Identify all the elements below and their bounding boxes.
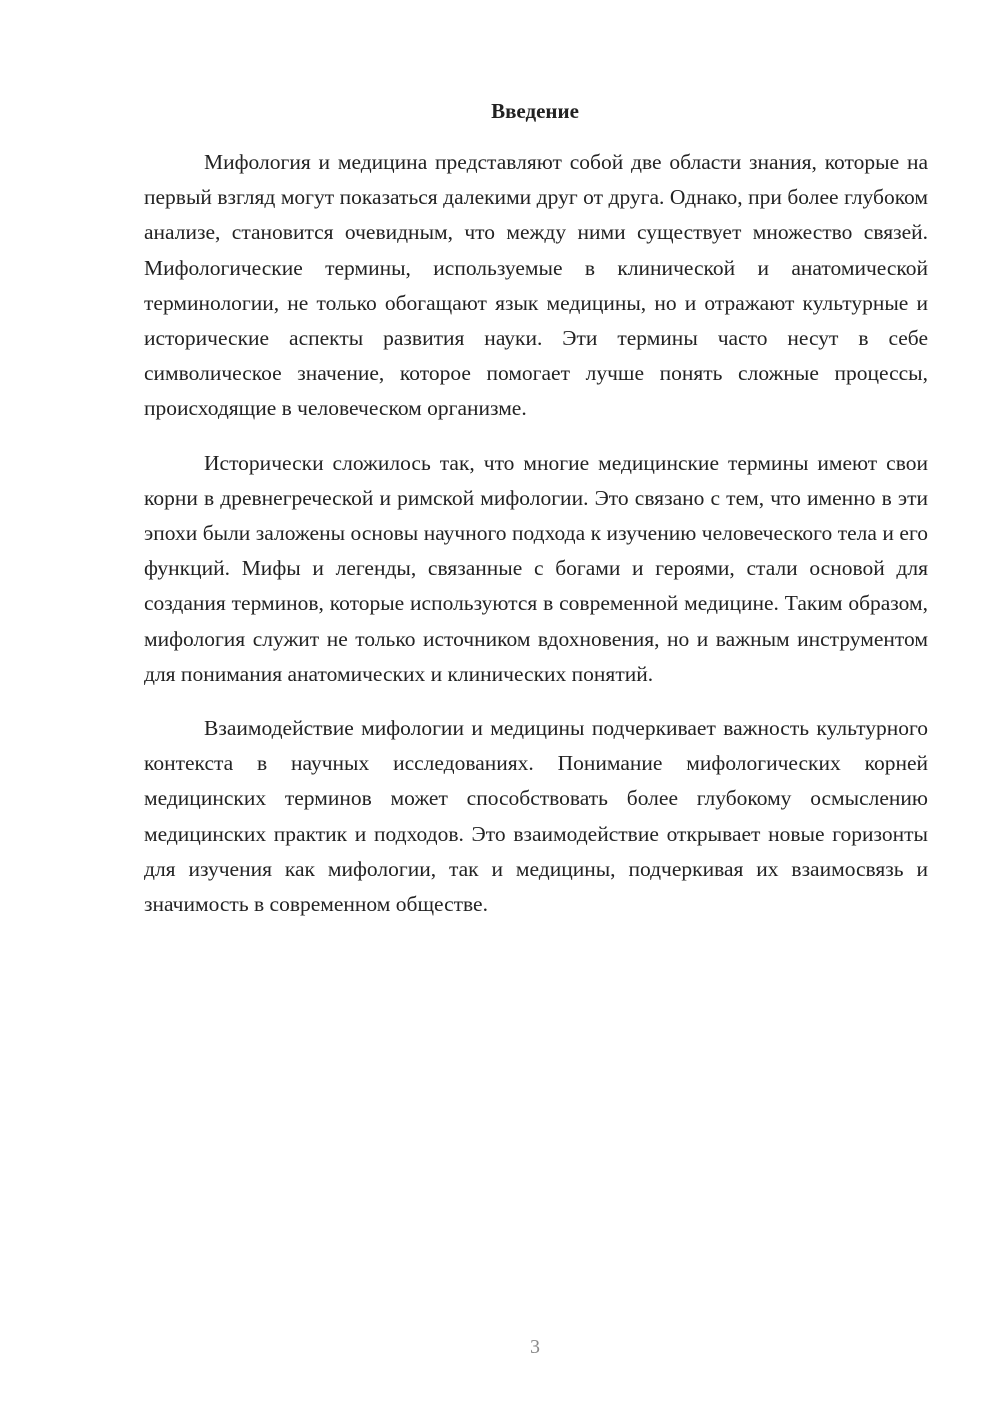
page-number: 3: [530, 1336, 540, 1358]
paragraph-3: Взаимодействие мифологии и медицины подчеркивает важность культурного контекста в научных исследованиях. Понимание мифологических корней медицинских терминов может способствовать более глубокому осмыслению медицинских практик и подходов. Это взаимодействие открывает новые горизонты для изучения как мифологии, так и медицины, подчеркивая их взаимосвязь и значимость в современном обществе.: [144, 716, 928, 917]
paragraph-2: Исторически сложилось так, что многие медицинские термины имеют свои корни в древнегреческой и римской мифологии. Это связано с тем, что именно в эти эпохи были заложены основы научного подхода к изучению человеческого тела и его функций. Мифы и легенды, связанные с богами и героями, стали основой для создания терминов, которые используются в современной медицине. Таким образом, мифология служит не только источником вдохновения, но и важным инструментом для понимания анатомических и клинических понятий.: [144, 450, 928, 686]
body-text: [144, 145, 928, 941]
section-title: Введение: [491, 99, 579, 123]
paragraph-1: Мифология и медицина представляют собой две области знания, которые на первый взгляд могут показаться далекими друг от друга. Однако, при более глубоком анализе, становится очевидным, что между ними существует множество связей. Мифологические термины, используемые в клинической и анатомической терминологии, не только обогащают язык медицины, но и отражают культурные и исторические аспекты развития науки. Эти термины часто несут в себе символическое значение, которое помогает лучше понять сложные процессы, происходящие в человеческом организме.: [144, 150, 928, 421]
